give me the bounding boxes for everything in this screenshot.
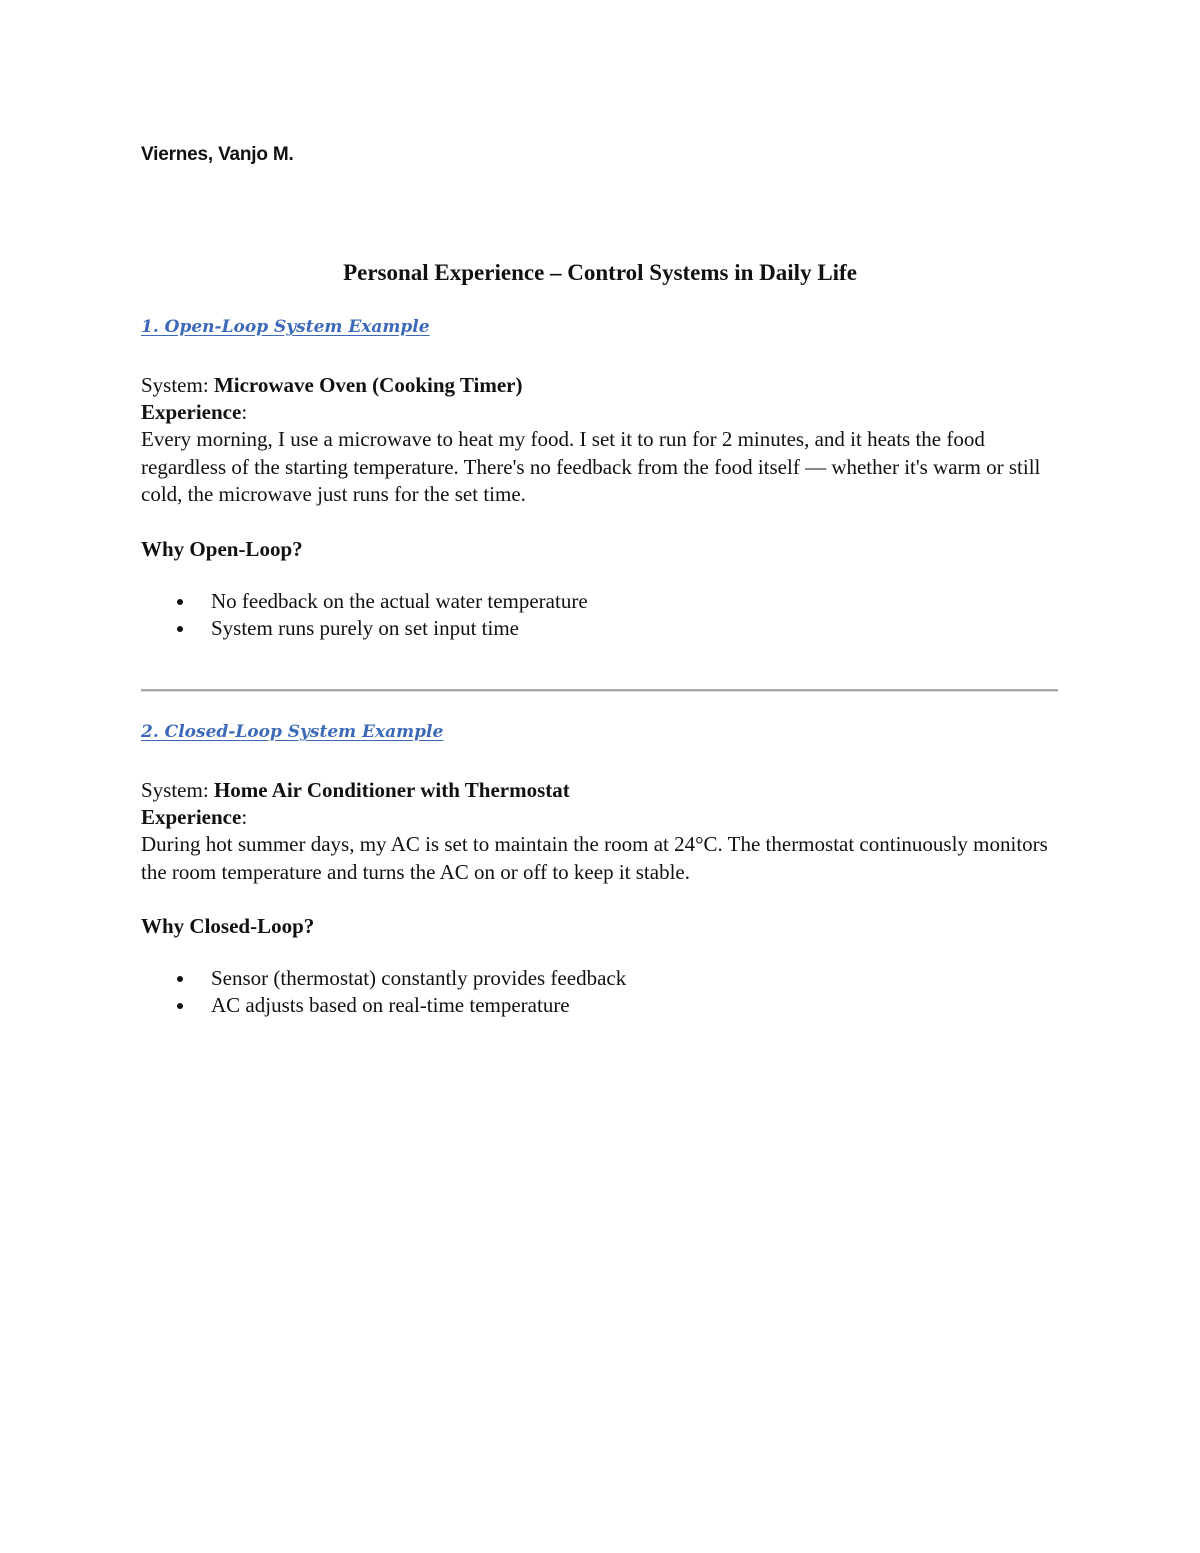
list-item: System runs purely on set input time: [141, 615, 1061, 642]
bullet-icon: [177, 976, 183, 982]
bullet-icon: [177, 1003, 183, 1009]
system-label: System: [141, 373, 203, 397]
author-name: Viernes, Vanjo M.: [141, 144, 294, 165]
list-item: No feedback on the actual water temperature: [141, 588, 1061, 615]
system-line: System: Home Air Conditioner with Thermostat: [141, 778, 570, 802]
system-value: Home Air Conditioner with Thermostat: [213, 778, 570, 802]
section-open-loop: [141, 317, 1061, 642]
horizontal-divider: [141, 689, 1058, 692]
section-heading-closed-loop[interactable]: 2. Closed-Loop System Example: [141, 722, 444, 742]
why-heading: Why Closed-Loop?: [141, 914, 315, 938]
list-item: AC adjusts based on real-time temperature: [141, 992, 1061, 1019]
system-line: System: Microwave Oven (Cooking Timer): [141, 373, 523, 397]
section-closed-loop: [141, 722, 1061, 1019]
section-heading-open-loop[interactable]: 1. Open-Loop System Example: [141, 317, 430, 337]
bullet-icon: [177, 599, 183, 605]
experience-line: Experience:: [141, 805, 248, 829]
experience-label: Experience: [141, 805, 242, 829]
list-item: Sensor (thermostat) constantly provides feedback: [141, 965, 1061, 992]
experience-text: During hot summer days, my AC is set to maintain the room at 24°C. The thermostat continuously monitors the room temperature and turns the AC on or off to keep it stable.: [141, 832, 1048, 884]
system-label: System: [141, 778, 203, 802]
experience-line: Experience:: [141, 400, 248, 424]
why-heading: Why Open-Loop?: [141, 536, 303, 561]
bullet-list: [141, 965, 1061, 1019]
document-title: Personal Experience – Control Systems in Daily Life: [343, 260, 857, 285]
experience-text: Every morning, I use a microwave to heat my food. I set it to run for 2 minutes, and it heats the food regardless of the starting temperature. There's no feedback from the food itself — whether it's warm or still cold, the microwave just runs for the set time.: [141, 427, 1041, 506]
system-value: Microwave Oven (Cooking Timer): [213, 373, 523, 397]
experience-label: Experience: [141, 400, 242, 424]
bullet-icon: [177, 626, 183, 632]
bullet-list: [141, 588, 1061, 642]
